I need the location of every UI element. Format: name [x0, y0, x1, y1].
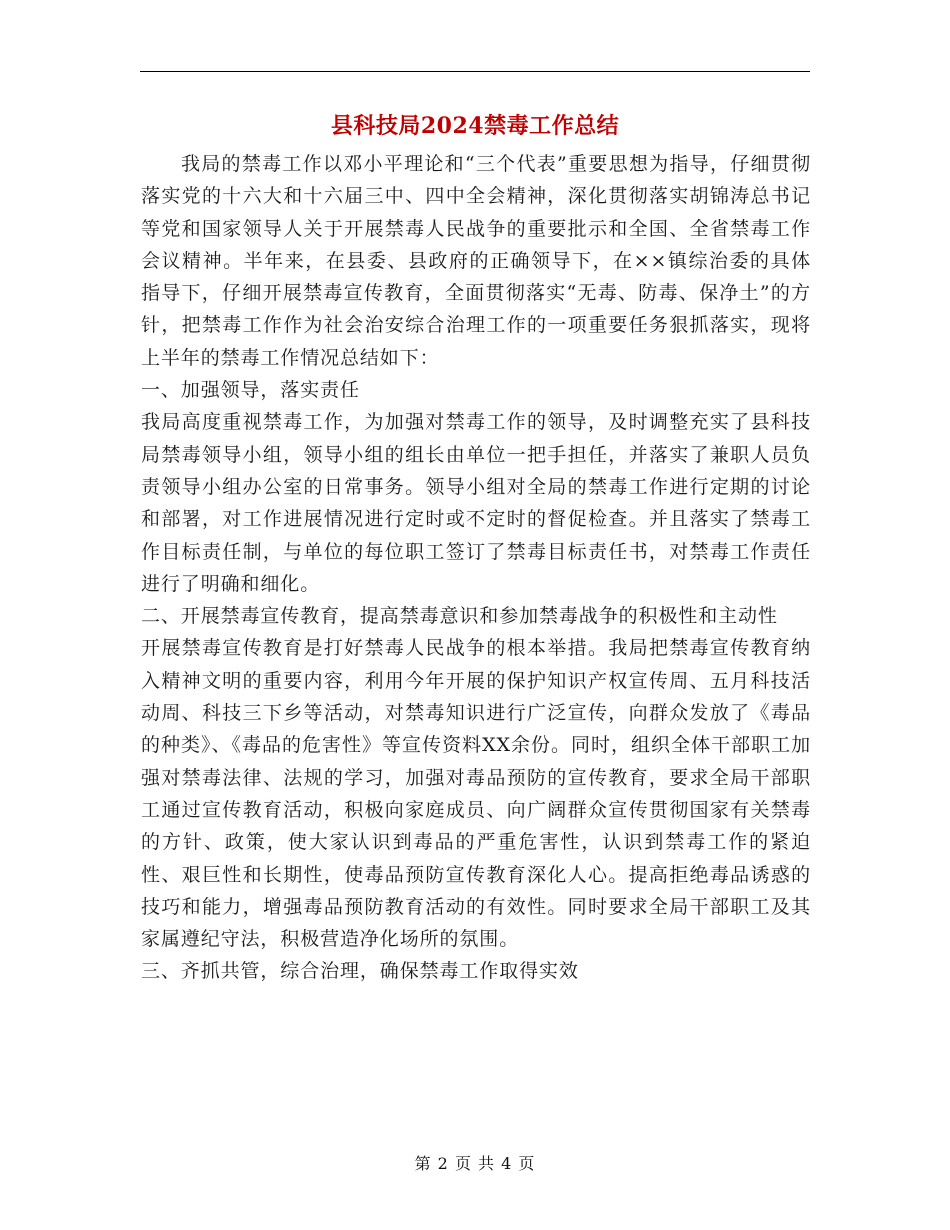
section-paragraph-2: 开展禁毒宣传教育是打好禁毒人民战争的根本举措。我局把禁毒宣传教育纳入精神文明的重要内容，利用今年开展的保护知识产权宣传周、五月科技活动周、科技三下乡等活动，对禁毒知识进行广泛宣传，向群众发放了《毒品的种类》、《毒品的危害性》等宣传资料XX余份。同时，组织全体干部职工加强对禁毒法律、法规的学习，加强对毒品预防的宣传教育，要求全局干部职工通过宣传教育活动，积极向家庭成员、向广阔群众宣传贯彻国家有关禁毒的方针、政策，使大家认识到毒品的严重危害性，认识到禁毒工作的紧迫性、艰巨性和长期性，使毒品预防宣传教育深化人心。提高拒绝毒品诱惑的技巧和能力，增强毒品预防教育活动的有效性。同时要求全局干部职工及其家属遵纪守法，积极营造净化场所的氛围。	[141, 637, 811, 951]
document-body	[141, 148, 811, 988]
section-heading-2: 二、开展禁毒宣传教育，提高禁毒意识和参加禁毒战争的积极性和主动性	[141, 605, 778, 628]
section-heading-3: 三、齐抓共管，综合治理，确保禁毒工作取得实效	[141, 960, 579, 983]
header-rule	[140, 71, 810, 72]
page-number: 第 2 页 共 4 页	[414, 1154, 536, 1173]
section-paragraph-1: 我局高度重视禁毒工作，为加强对禁毒工作的领导，及时调整充实了县科技局禁毒领导小组，领导小组的组长由单位一把手担任，并落实了兼职人员负责领导小组办公室的日常事务。领导小组对全局的禁毒工作进行定期的讨论和部署，对工作进展情况进行定时或不定时的督促检查。并且落实了禁毒工作目标责任制，与单位的每位职工签订了禁毒目标责任书，对禁毒工作责任进行了明确和细化。	[141, 411, 811, 595]
section-heading-1: 一、加强领导，落实责任	[141, 379, 360, 402]
intro-paragraph: 我局的禁毒工作以邓小平理论和“三个代表”重要思想为指导，仔细贯彻落实党的十六大和十六届三中、四中全会精神，深化贯彻落实胡锦涛总书记等党和国家领导人关于开展禁毒人民战争的重要批示和全国、全省禁毒工作会议精神。半年来，在县委、县政府的正确领导下，在××镇综治委的具体指导下，仔细开展禁毒宣传教育，全面贯彻落实“无毒、防毒、保净土”的方针，把禁毒工作作为社会治安综合治理工作的一项重要任务狠抓落实，现将上半年的禁毒工作情况总结如下：	[141, 153, 811, 369]
document-title: 县科技局2024禁毒工作总结	[330, 113, 620, 139]
